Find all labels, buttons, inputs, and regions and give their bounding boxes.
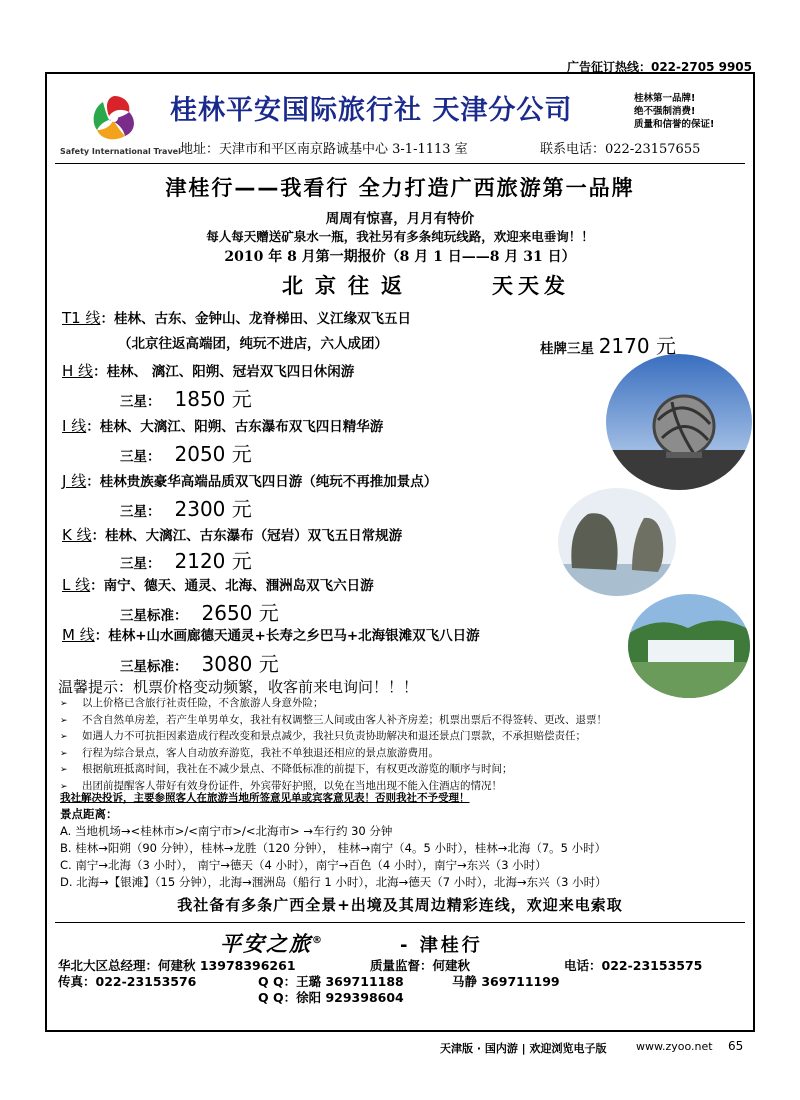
distance-d: D. 北海→【银滩】（15 分钟），北海→涠洲岛（船行 1 小时），北海→德天（7 小时），北海→东兴（3 小时）: [60, 875, 607, 889]
list-item: ➢ 不含自然单房差，若产生单男单女，我社有权调整三人间或由客人补齐房差；机票出票后不得签转、更改、退票！: [60, 713, 750, 730]
tips-list: [60, 696, 750, 796]
distance-c: C. 南宁→北海（3 小时）， 南宁→德天（4 小时），南宁→百色（4 小时），南宁→东兴（3 小时）: [60, 858, 547, 872]
route-sep: ：: [100, 311, 114, 327]
route-i-price: [120, 438, 252, 467]
route-h-price: [120, 383, 252, 412]
subheadline-weekly: 周周有惊喜，月月有特价: [325, 211, 475, 227]
promo-line: 我社备有多条广西全景+出境及其周边精彩连线，欢迎来电索取: [177, 896, 623, 914]
logo-english-name: Safety International Travel: [60, 147, 181, 156]
price-label: 桂牌三星: [540, 341, 594, 357]
list-item: ➢ 根据航班抵离时间，我社在不减少景点、不降低标准的前提下，有权更改游览的顺序与时间；: [60, 762, 750, 779]
price-label: 三星标准：: [120, 659, 188, 675]
complaint-notice: 我社解决投诉，主要参照客人在旅游当地所签意见单或宾客意见表！否则我社不予受理！: [60, 792, 470, 804]
footer-url[interactable]: www.zyoo.net: [636, 1040, 713, 1053]
route-t1: [62, 307, 411, 328]
photo-karst-rock: [558, 488, 676, 596]
page-number: 65: [728, 1039, 744, 1053]
route-code: J 线: [62, 472, 87, 490]
footer-section: 天津版 · 国内游 | 欢迎浏览电子版: [440, 1042, 607, 1055]
company-name: 桂林平安国际旅行社 天津分公司: [170, 95, 573, 126]
route-h: [62, 360, 354, 381]
price-value: 2120 元: [174, 549, 252, 573]
route-t1-price: [540, 330, 676, 359]
route-desc: 桂林+山水画廊德天通灵+长寿之乡巴马+北海银滩双飞八日游: [108, 628, 480, 644]
route-m: [62, 624, 480, 645]
contact-tel: 电话：022-23153575: [564, 958, 703, 973]
route-t1-note: （北京往返高端团，纯玩不进店，六人成团）: [118, 336, 388, 352]
route-code: L 线: [62, 576, 91, 594]
route-j: [62, 470, 437, 491]
route-k-price: [120, 545, 252, 574]
slogan-line: 绝不强制消费!: [634, 106, 696, 117]
brand-text: 平安之旅: [220, 932, 312, 956]
list-item: ➢ 以上价格已含旅行社责任险，不含旅游人身意外险；: [60, 696, 750, 713]
price-label: 三星：: [120, 449, 161, 465]
route-k: [62, 524, 402, 545]
tips-heading: 温馨提示：机票价格变动频繁，收客前来电询问！！！: [58, 678, 419, 696]
price-label: 三星：: [120, 556, 161, 572]
distance-a: A. 当地机场→<桂林市>/<南宁市>/<北海市> →车行约 30 分钟: [60, 824, 393, 838]
list-item: ➢ 出团前提醒客人带好有效身份证件，外宾带好护照，以免在当地出现不能入住酒店的情况！: [60, 779, 750, 796]
route-desc: 桂林、大漓江、阳朔、古东瀑布双飞四日精华游: [99, 419, 384, 435]
list-item: ➢ 如遇人力不可抗拒因素造成行程改变和景点减少，我社只负责协助解决和退还景点门票款，不承担赔偿责任；: [60, 729, 750, 746]
route-l-price: [120, 597, 279, 626]
contact-quality: 质量监督：何建秋: [370, 958, 471, 973]
beijing-roundtrip: 北京往返: [282, 274, 414, 298]
divider: [55, 922, 745, 923]
route-sep: ：: [86, 474, 100, 490]
slogan-line: 桂林第一品牌!: [634, 93, 696, 104]
route-sep: ：: [86, 419, 100, 435]
registered-mark: ®: [312, 935, 324, 946]
route-code: I 线: [62, 417, 87, 435]
price-label: 三星标准：: [120, 608, 188, 624]
route-m-price: [120, 648, 279, 677]
price-value: 2300 元: [174, 497, 252, 521]
price-value: 2650 元: [201, 601, 279, 625]
route-sep: ：: [90, 578, 104, 594]
divider: [55, 163, 745, 164]
slogan-line: 质量和信誉的保证!: [634, 119, 715, 130]
route-code: M 线: [62, 626, 95, 644]
route-l: [62, 574, 374, 595]
daily-departure: 天天发: [492, 274, 570, 298]
list-item: ➢ 行程为综合景点，客人自动放弃游览，我社不单独退还相应的景点旅游费用。: [60, 746, 750, 763]
route-code: T1 线: [62, 309, 101, 327]
ad-hotline: 广告征订热线：022-2705 9905: [566, 60, 752, 74]
slogan: [634, 92, 714, 131]
contact-qq1b: 马静 369711199: [452, 974, 560, 989]
company-phone: 联系电话：022-23157655: [540, 142, 701, 157]
route-desc: 桂林、大漓江、古东瀑布（冠岩）双飞五日常规游: [105, 528, 403, 544]
contact-manager: 华北大区总经理：何建秋 13978396261: [58, 958, 296, 973]
brand-tagline: - 津桂行: [400, 935, 483, 956]
route-sep: ：: [91, 528, 106, 544]
price-label: 三星：: [120, 394, 161, 410]
price-value: 3080 元: [201, 652, 279, 676]
contact-qq1: Q Q：王璐 369711188: [258, 974, 404, 989]
route-i: [62, 415, 383, 436]
contact-qq2: Q Q：徐阳 929398604: [258, 990, 404, 1005]
subheadline-water: 每人每天赠送矿泉水一瓶，我社另有多条纯玩线路，欢迎来电垂询！！: [206, 229, 594, 244]
price-value: 2050 元: [174, 442, 252, 466]
distance-b: B. 桂林→阳朔（90 分钟），桂林→龙胜（120 分钟）， 桂林→南宁（4。5 小时），桂林→北海（7。5 小时）: [60, 841, 607, 855]
price-value: 1850 元: [174, 387, 252, 411]
route-sep: ：: [93, 364, 107, 380]
price-label: 三星：: [120, 504, 161, 520]
photo-waterfall: [628, 594, 750, 698]
logo-icon: [85, 92, 143, 144]
route-desc: 桂林贵族豪华高端品质双飞四日游（纯玩不再推加景点）: [99, 474, 438, 490]
headline: 津桂行——我看行 全力打造广西旅游第一品牌: [165, 176, 635, 200]
contact-fax: 传真：022-23153576: [58, 974, 197, 989]
route-code: H 线: [62, 362, 94, 380]
route-code: K 线: [62, 526, 92, 544]
photo-sculpture: [606, 354, 752, 490]
brand-name: [220, 928, 324, 958]
route-desc: 桂林、古东、金钟山、龙脊梯田、义江缘双飞五日: [113, 311, 411, 327]
price-value: 2170 元: [598, 334, 676, 358]
route-j-price: [120, 493, 252, 522]
company-address: 地址：天津市和平区南京路诚基中心 3-1-1113 室: [180, 142, 468, 157]
route-desc: 桂林、 漓江、阳朔、冠岩双飞四日休闲游: [106, 364, 355, 380]
distance-heading: 景点距离：: [60, 807, 118, 821]
quote-period: 2010 年 8 月第一期报价（8 月 1 日——8 月 31 日）: [224, 249, 576, 265]
route-desc: 南宁、德天、通灵、北海、涠洲岛双飞六日游: [103, 578, 374, 594]
route-sep: ：: [94, 628, 109, 644]
